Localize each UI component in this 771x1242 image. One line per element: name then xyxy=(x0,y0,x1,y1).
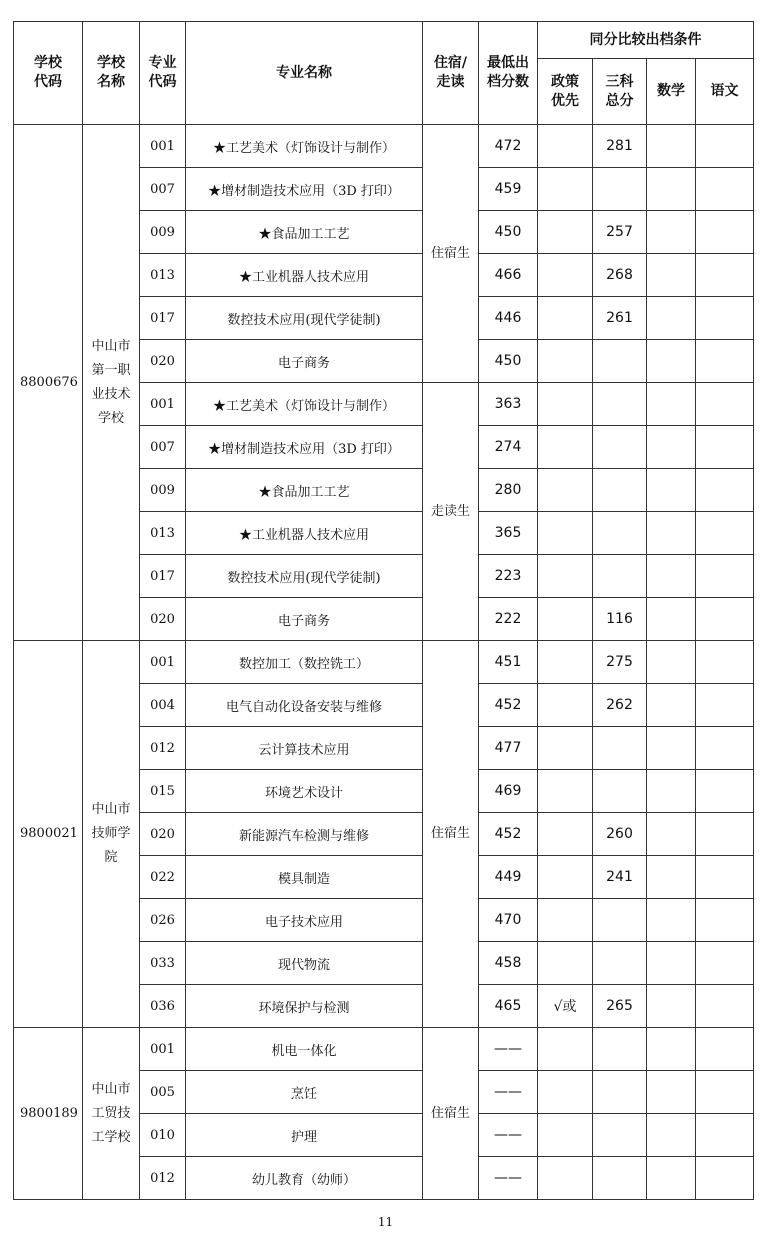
three-total-cell xyxy=(593,469,647,512)
table-row xyxy=(14,641,754,684)
min-score-cell: 452 xyxy=(479,813,538,856)
major-name-cell: ★增材制造技术应用（3D 打印） xyxy=(186,168,423,211)
policy-cell xyxy=(538,297,593,340)
major-name-cell: 数控技术应用(现代学徒制) xyxy=(186,297,423,340)
major-code-cell: 009 xyxy=(140,469,186,512)
major-name-cell: ★工业机器人技术应用 xyxy=(186,512,423,555)
math-cell xyxy=(647,684,696,727)
major-code-cell: 012 xyxy=(140,727,186,770)
school-code-cell: 9800189 xyxy=(14,1028,83,1200)
three-total-cell: 261 xyxy=(593,297,647,340)
math-cell xyxy=(647,340,696,383)
header-policy: 政策 优先 xyxy=(538,59,593,125)
three-total-cell xyxy=(593,1157,647,1200)
major-code-cell: 033 xyxy=(140,942,186,985)
major-name-cell: ★食品加工工艺 xyxy=(186,211,423,254)
major-code-cell: 001 xyxy=(140,1028,186,1071)
chinese-cell xyxy=(696,641,754,684)
chinese-cell xyxy=(696,727,754,770)
min-score-cell: 450 xyxy=(479,340,538,383)
major-code-cell: 017 xyxy=(140,555,186,598)
major-code-cell: 009 xyxy=(140,211,186,254)
math-cell xyxy=(647,856,696,899)
chinese-cell xyxy=(696,684,754,727)
policy-cell xyxy=(538,598,593,641)
three-total-cell: 257 xyxy=(593,211,647,254)
policy-cell xyxy=(538,555,593,598)
three-total-cell xyxy=(593,727,647,770)
major-code-cell: 036 xyxy=(140,985,186,1028)
math-cell xyxy=(647,1071,696,1114)
chinese-cell xyxy=(696,512,754,555)
three-total-cell: 281 xyxy=(593,125,647,168)
min-score-cell: —— xyxy=(479,1157,538,1200)
three-total-cell xyxy=(593,383,647,426)
three-total-cell: 268 xyxy=(593,254,647,297)
min-score-cell: 446 xyxy=(479,297,538,340)
housing-cell: 住宿生 xyxy=(423,1028,479,1200)
math-cell xyxy=(647,469,696,512)
chinese-cell xyxy=(696,469,754,512)
three-total-cell xyxy=(593,512,647,555)
math-cell xyxy=(647,1157,696,1200)
major-code-cell: 010 xyxy=(140,1114,186,1157)
chinese-cell xyxy=(696,211,754,254)
chinese-cell xyxy=(696,856,754,899)
min-score-cell: 459 xyxy=(479,168,538,211)
chinese-cell xyxy=(696,1071,754,1114)
math-cell xyxy=(647,727,696,770)
policy-cell xyxy=(538,125,593,168)
math-cell xyxy=(647,770,696,813)
three-total-cell: 241 xyxy=(593,856,647,899)
major-name-cell: 环境艺术设计 xyxy=(186,770,423,813)
policy-cell xyxy=(538,426,593,469)
major-name-cell: 电气自动化设备安装与维修 xyxy=(186,684,423,727)
math-cell xyxy=(647,1028,696,1071)
header-major-code: 专业 代码 xyxy=(140,22,186,125)
major-name-cell: 机电一体化 xyxy=(186,1028,423,1071)
table-body xyxy=(14,125,754,1200)
min-score-cell: 466 xyxy=(479,254,538,297)
policy-cell xyxy=(538,1028,593,1071)
chinese-cell xyxy=(696,426,754,469)
major-name-cell: 数控加工（数控铣工） xyxy=(186,641,423,684)
major-name-cell: ★食品加工工艺 xyxy=(186,469,423,512)
header-tie-break: 同分比较出档条件 xyxy=(538,22,754,59)
math-cell xyxy=(647,512,696,555)
header-school-code: 学校 代码 xyxy=(14,22,83,125)
housing-cell: 走读生 xyxy=(423,383,479,641)
major-name-cell: 电子技术应用 xyxy=(186,899,423,942)
three-total-cell xyxy=(593,340,647,383)
three-total-cell xyxy=(593,770,647,813)
min-score-cell: 465 xyxy=(479,985,538,1028)
three-total-cell xyxy=(593,1071,647,1114)
school-code-cell: 9800021 xyxy=(14,641,83,1028)
major-name-cell: 环境保护与检测 xyxy=(186,985,423,1028)
major-name-cell: 幼儿教育（幼师） xyxy=(186,1157,423,1200)
policy-cell xyxy=(538,684,593,727)
min-score-cell: 452 xyxy=(479,684,538,727)
three-total-cell: 265 xyxy=(593,985,647,1028)
policy-cell xyxy=(538,1071,593,1114)
min-score-cell: 450 xyxy=(479,211,538,254)
policy-cell xyxy=(538,383,593,426)
three-total-cell xyxy=(593,426,647,469)
major-name-cell: 新能源汽车检测与维修 xyxy=(186,813,423,856)
major-code-cell: 007 xyxy=(140,426,186,469)
math-cell xyxy=(647,899,696,942)
chinese-cell xyxy=(696,254,754,297)
math-cell xyxy=(647,211,696,254)
policy-cell xyxy=(538,727,593,770)
major-code-cell: 013 xyxy=(140,512,186,555)
chinese-cell xyxy=(696,555,754,598)
major-name-cell: ★工艺美术（灯饰设计与制作） xyxy=(186,383,423,426)
policy-cell xyxy=(538,942,593,985)
chinese-cell xyxy=(696,383,754,426)
major-name-cell: 云计算技术应用 xyxy=(186,727,423,770)
major-code-cell: 026 xyxy=(140,899,186,942)
chinese-cell xyxy=(696,1157,754,1200)
min-score-cell: 363 xyxy=(479,383,538,426)
math-cell xyxy=(647,254,696,297)
min-score-cell: 469 xyxy=(479,770,538,813)
three-total-cell: 260 xyxy=(593,813,647,856)
math-cell xyxy=(647,426,696,469)
math-cell xyxy=(647,555,696,598)
major-name-cell: ★工业机器人技术应用 xyxy=(186,254,423,297)
header-major-name: 专业名称 xyxy=(186,22,423,125)
chinese-cell xyxy=(696,942,754,985)
header-housing: 住宿/ 走读 xyxy=(423,22,479,125)
min-score-cell: 458 xyxy=(479,942,538,985)
major-code-cell: 001 xyxy=(140,641,186,684)
major-code-cell: 007 xyxy=(140,168,186,211)
min-score-cell: 280 xyxy=(479,469,538,512)
math-cell xyxy=(647,598,696,641)
min-score-cell: 223 xyxy=(479,555,538,598)
chinese-cell xyxy=(696,168,754,211)
three-total-cell xyxy=(593,1028,647,1071)
major-name-cell: 电子商务 xyxy=(186,340,423,383)
major-name-cell: 护理 xyxy=(186,1114,423,1157)
three-total-cell xyxy=(593,942,647,985)
major-name-cell: 模具制造 xyxy=(186,856,423,899)
min-score-cell: —— xyxy=(479,1071,538,1114)
major-code-cell: 020 xyxy=(140,813,186,856)
min-score-cell: 451 xyxy=(479,641,538,684)
policy-cell xyxy=(538,340,593,383)
min-score-cell: 274 xyxy=(479,426,538,469)
major-name-cell: ★增材制造技术应用（3D 打印） xyxy=(186,426,423,469)
major-code-cell: 015 xyxy=(140,770,186,813)
admission-score-table xyxy=(13,21,754,1200)
min-score-cell: —— xyxy=(479,1114,538,1157)
min-score-cell: 449 xyxy=(479,856,538,899)
school-name-cell: 中山市 第一职 业技术 学校 xyxy=(83,125,140,641)
major-name-cell: ★工艺美术（灯饰设计与制作） xyxy=(186,125,423,168)
header-min-score: 最低出 档分数 xyxy=(479,22,538,125)
chinese-cell xyxy=(696,985,754,1028)
chinese-cell xyxy=(696,899,754,942)
math-cell xyxy=(647,383,696,426)
min-score-cell: 472 xyxy=(479,125,538,168)
math-cell xyxy=(647,813,696,856)
major-name-cell: 现代物流 xyxy=(186,942,423,985)
school-name-cell: 中山市 工贸技 工学校 xyxy=(83,1028,140,1200)
school-name-cell: 中山市 技师学 院 xyxy=(83,641,140,1028)
math-cell xyxy=(647,168,696,211)
math-cell xyxy=(647,985,696,1028)
chinese-cell xyxy=(696,770,754,813)
major-name-cell: 电子商务 xyxy=(186,598,423,641)
header-chinese: 语文 xyxy=(696,59,754,125)
major-code-cell: 001 xyxy=(140,125,186,168)
chinese-cell xyxy=(696,1028,754,1071)
table-header xyxy=(14,22,754,125)
policy-cell xyxy=(538,168,593,211)
policy-cell xyxy=(538,813,593,856)
major-code-cell: 020 xyxy=(140,598,186,641)
major-code-cell: 005 xyxy=(140,1071,186,1114)
three-total-cell: 116 xyxy=(593,598,647,641)
min-score-cell: —— xyxy=(479,1028,538,1071)
major-code-cell: 012 xyxy=(140,1157,186,1200)
header-math: 数学 xyxy=(647,59,696,125)
chinese-cell xyxy=(696,813,754,856)
policy-cell xyxy=(538,469,593,512)
three-total-cell xyxy=(593,555,647,598)
major-code-cell: 004 xyxy=(140,684,186,727)
policy-cell xyxy=(538,899,593,942)
major-code-cell: 017 xyxy=(140,297,186,340)
housing-cell: 住宿生 xyxy=(423,641,479,1028)
major-code-cell: 013 xyxy=(140,254,186,297)
major-code-cell: 001 xyxy=(140,383,186,426)
major-name-cell: 数控技术应用(现代学徒制) xyxy=(186,555,423,598)
page-number: 11 xyxy=(377,1215,394,1229)
min-score-cell: 222 xyxy=(479,598,538,641)
three-total-cell xyxy=(593,899,647,942)
policy-cell xyxy=(538,1157,593,1200)
three-total-cell xyxy=(593,1114,647,1157)
header-three-total: 三科 总分 xyxy=(593,59,647,125)
math-cell xyxy=(647,641,696,684)
policy-cell xyxy=(538,641,593,684)
math-cell xyxy=(647,297,696,340)
chinese-cell xyxy=(696,340,754,383)
major-code-cell: 020 xyxy=(140,340,186,383)
policy-cell xyxy=(538,254,593,297)
school-code-cell: 8800676 xyxy=(14,125,83,641)
three-total-cell xyxy=(593,168,647,211)
min-score-cell: 470 xyxy=(479,899,538,942)
policy-cell xyxy=(538,211,593,254)
math-cell xyxy=(647,125,696,168)
policy-cell xyxy=(538,856,593,899)
math-cell xyxy=(647,1114,696,1157)
policy-cell: √或 xyxy=(538,985,593,1028)
header-school-name: 学校 名称 xyxy=(83,22,140,125)
min-score-cell: 477 xyxy=(479,727,538,770)
math-cell xyxy=(647,942,696,985)
three-total-cell: 262 xyxy=(593,684,647,727)
policy-cell xyxy=(538,1114,593,1157)
housing-cell: 住宿生 xyxy=(423,125,479,383)
three-total-cell: 275 xyxy=(593,641,647,684)
chinese-cell xyxy=(696,297,754,340)
chinese-cell xyxy=(696,598,754,641)
min-score-cell: 365 xyxy=(479,512,538,555)
table-row xyxy=(14,125,754,168)
chinese-cell xyxy=(696,1114,754,1157)
major-name-cell: 烹饪 xyxy=(186,1071,423,1114)
major-code-cell: 022 xyxy=(140,856,186,899)
table-row xyxy=(14,1028,754,1071)
policy-cell xyxy=(538,512,593,555)
chinese-cell xyxy=(696,125,754,168)
policy-cell xyxy=(538,770,593,813)
